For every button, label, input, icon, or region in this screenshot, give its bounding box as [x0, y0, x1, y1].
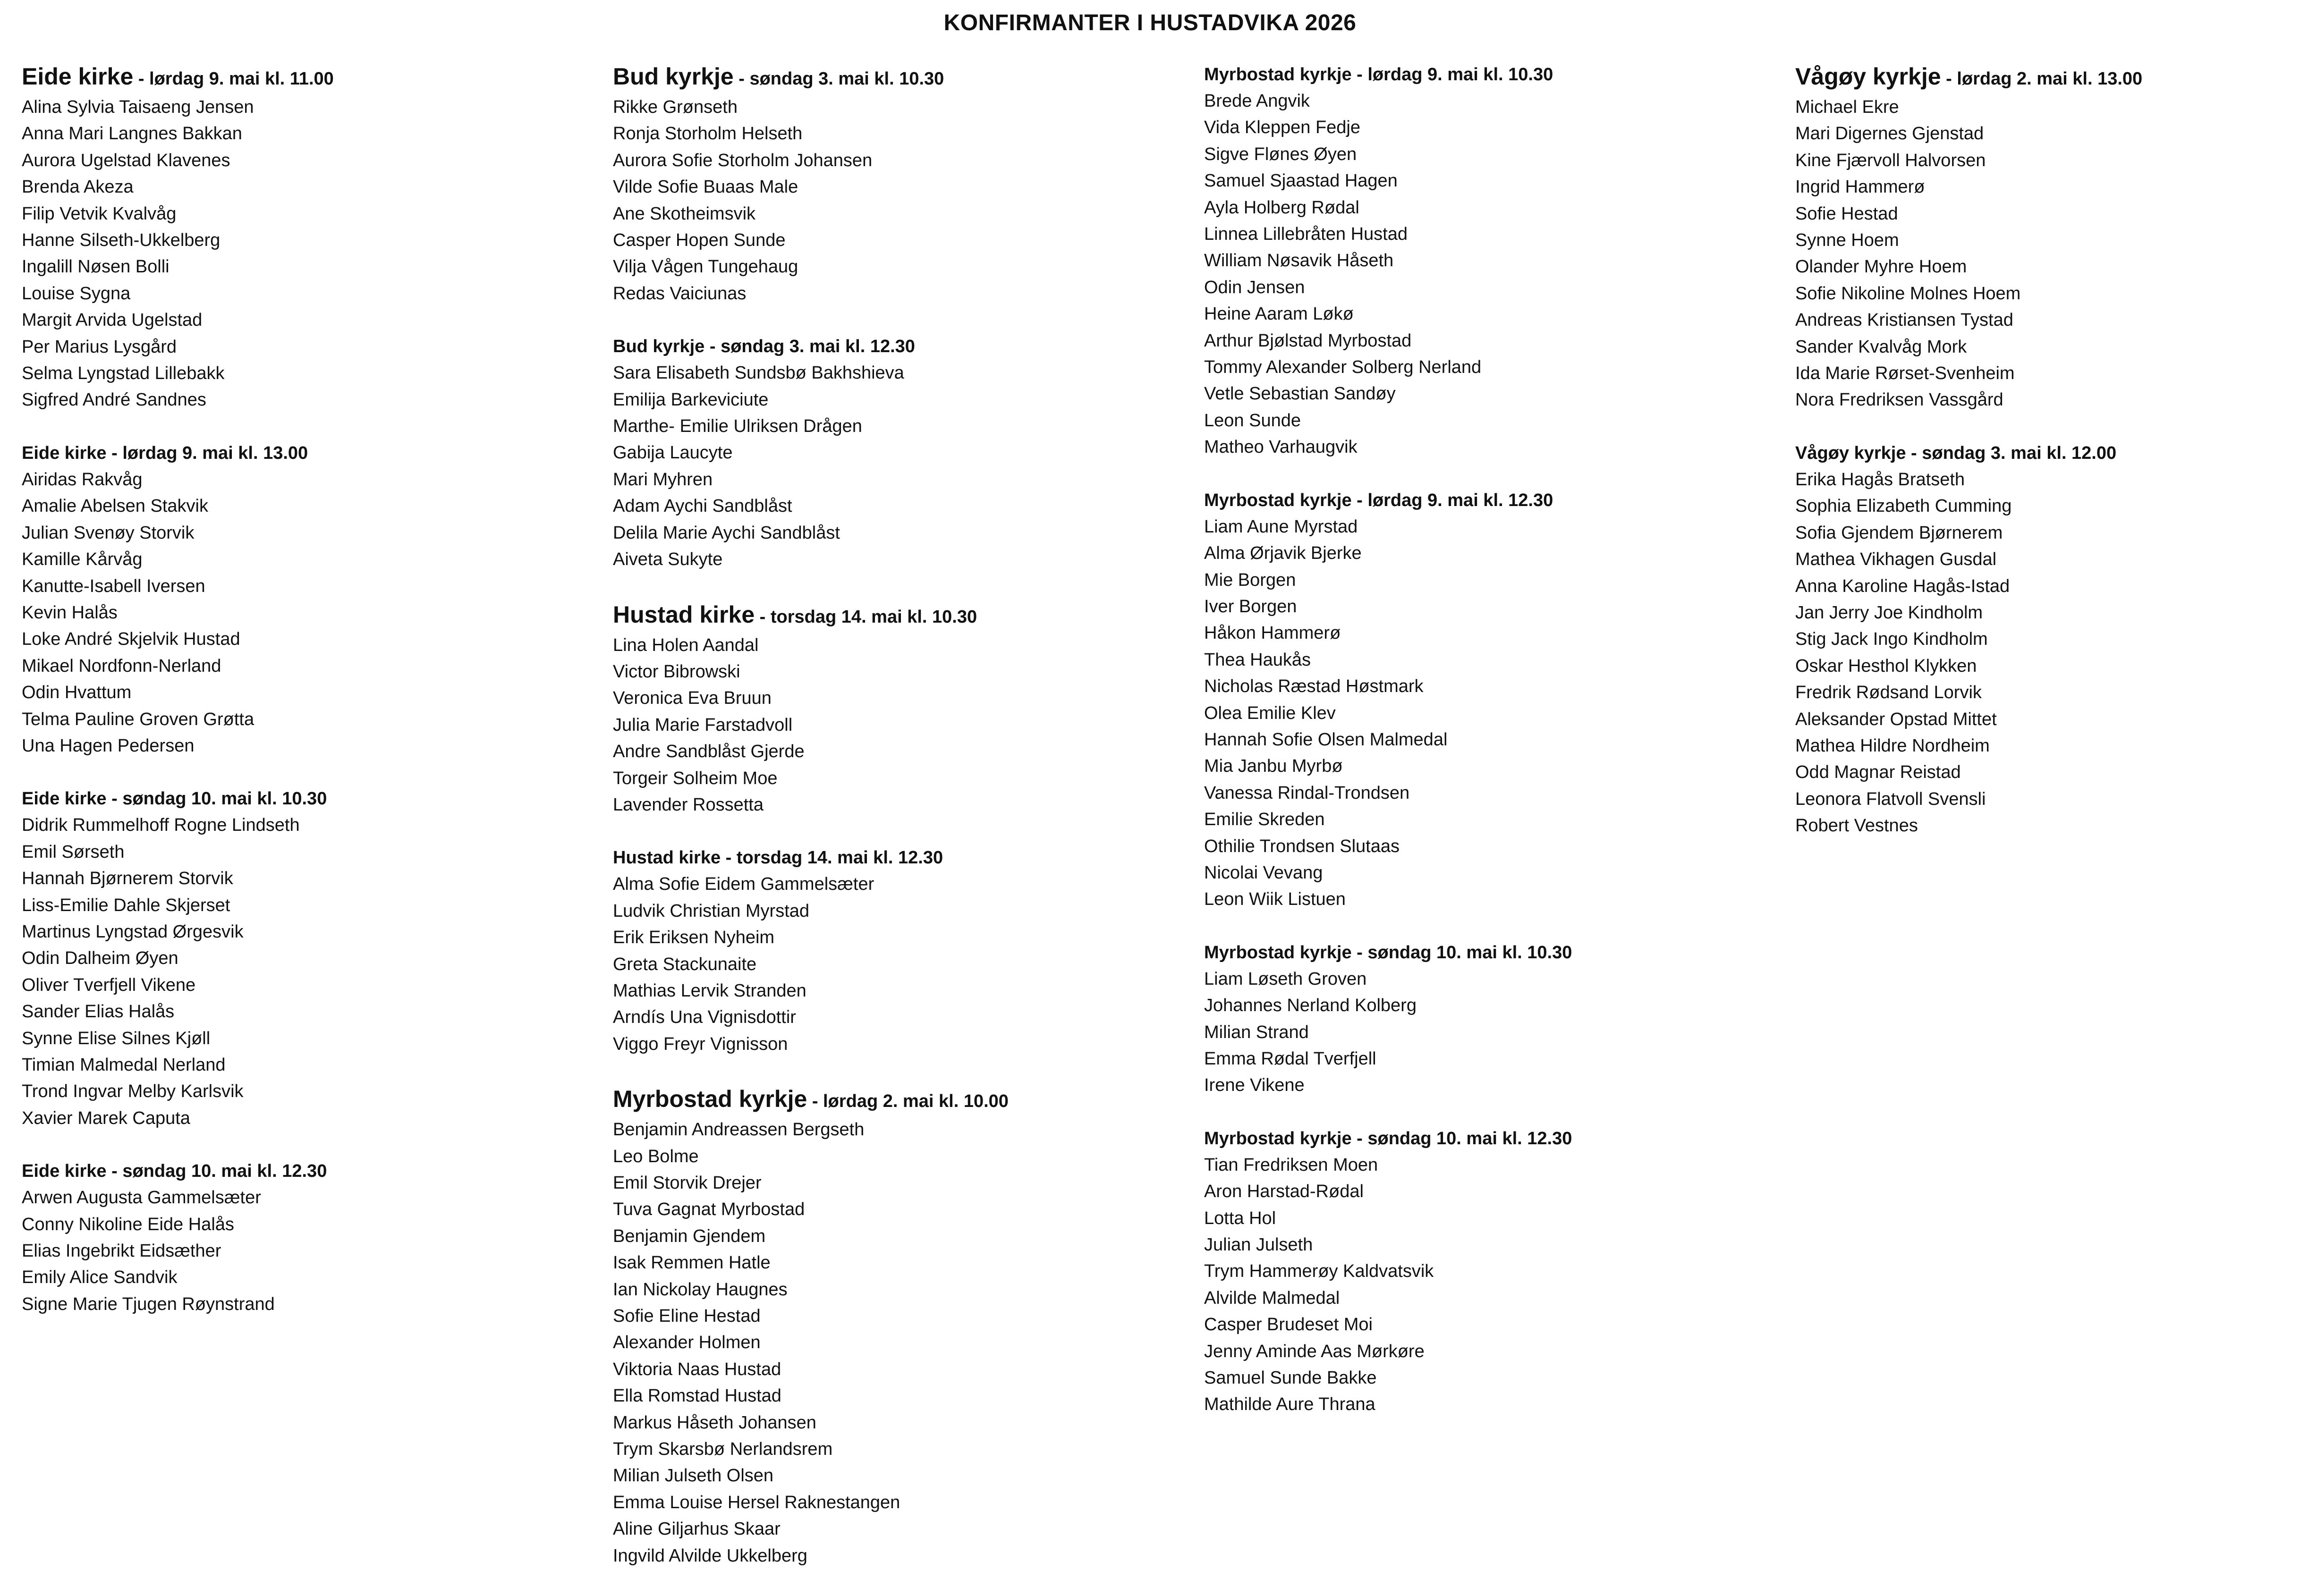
confirmand-name: Mie Borgen	[1204, 570, 1296, 590]
confirmand-name: Aurora Sofie Storholm Johansen	[613, 150, 873, 170]
confirmand-name: Sander Kvalvåg Mork	[1795, 337, 1967, 357]
confirmand-list	[22, 812, 598, 1132]
confirmand-name: Casper Brudeset Moi	[1204, 1315, 1373, 1335]
confirmand-name: Sofie Nikoline Molnes Hoem	[1795, 283, 2021, 304]
service-group	[1795, 61, 2300, 414]
confirmand-name: Amalie Abelsen Stakvik	[22, 496, 208, 516]
confirmand-name: Olander Myhre Hoem	[1795, 257, 1967, 277]
confirmand-name: Trym Skarsbø Nerlandsrem	[613, 1439, 833, 1460]
service-time: - lørdag 9. mai kl. 11.00	[133, 69, 334, 89]
service-heading	[22, 61, 598, 94]
confirmand-name: Kamille Kårvåg	[22, 549, 143, 570]
confirmand-name: Stig Jack Ingo Kindholm	[1795, 629, 1988, 650]
service-time: - søndag 10. mai kl. 12.30	[106, 1161, 327, 1182]
service-group	[22, 1158, 598, 1317]
confirmand-name: Gabija Laucyte	[613, 443, 733, 463]
confirmand-name: Fredrik Rødsand Lorvik	[1795, 683, 1982, 703]
confirmand-name: Iver Borgen	[1204, 596, 1297, 616]
service-group	[1795, 440, 2300, 839]
confirmand-name: Airidas Rakvåg	[22, 469, 143, 490]
service-time: - søndag 3. mai kl. 12.00	[1906, 443, 2117, 463]
confirmand-list	[613, 632, 1189, 819]
service-time: - lørdag 9. mai kl. 13.00	[106, 443, 308, 463]
service-heading	[1204, 1125, 1780, 1152]
confirmand-name: Aurora Ugelstad Klavenes	[22, 150, 230, 170]
church-name: Bud kyrkje	[613, 337, 705, 357]
service-time: - søndag 3. mai kl. 12.30	[704, 337, 915, 357]
confirmand-list	[1204, 514, 1780, 913]
confirmand-list	[22, 466, 598, 759]
confirmand-name: Emil Sørseth	[22, 842, 125, 862]
church-name: Eide kirke	[22, 63, 134, 90]
church-name: Vågøy kyrkje	[1795, 63, 1941, 90]
confirmand-name: Ida Marie Rørset-Svenheim	[1795, 363, 2015, 384]
confirmand-name: Ronja Storholm Helseth	[613, 124, 803, 144]
confirmand-name: Ayla Holberg Rødal	[1204, 197, 1359, 218]
confirmand-name: Alvilde Malmedal	[1204, 1288, 1340, 1308]
confirmand-name: Ian Nickolay Haugnes	[613, 1279, 788, 1300]
confirmand-name: Alexander Holmen	[613, 1333, 761, 1353]
confirmand-name: Erika Hagås Bratseth	[1795, 469, 1965, 490]
confirmand-name: Sigfred André Sandnes	[22, 390, 206, 410]
confirmand-name: Selma Lyngstad Lillebakk	[22, 363, 225, 384]
confirmand-name: Adam Aychi Sandblåst	[613, 496, 792, 516]
service-heading	[613, 844, 1189, 871]
confirmand-name: Oliver Tverfjell Vikene	[22, 975, 196, 995]
confirmand-name: Aline Giljarhus Skaar	[613, 1519, 781, 1539]
confirmand-name: Samuel Sjaastad Hagen	[1204, 171, 1398, 191]
confirmand-name: Redas Vaiciunas	[613, 283, 747, 304]
confirmand-name: Anna Karoline Hagås-Istad	[1795, 576, 2010, 596]
confirmand-name: Erik Eriksen Nyheim	[613, 928, 775, 948]
confirmand-list	[613, 871, 1189, 1057]
confirmand-name: Andreas Kristiansen Tystad	[1795, 310, 2013, 330]
service-heading	[22, 785, 598, 812]
service-time: - lørdag 2. mai kl. 10.00	[807, 1091, 1009, 1112]
confirmand-name: Sara Elisabeth Sundsbø Bakhshieva	[613, 363, 904, 383]
confirmand-name: Greta Stackunaite	[613, 954, 757, 974]
service-group	[613, 333, 1189, 573]
confirmand-name: Arthur Bjølstad Myrbostad	[1204, 330, 1412, 351]
confirmand-name: Veronica Eva Bruun	[613, 688, 772, 709]
confirmand-name: Julian Julseth	[1204, 1235, 1313, 1255]
confirmand-name: Una Hagen Pedersen	[22, 735, 195, 756]
confirmand-name: Jenny Aminde Aas Mørkøre	[1204, 1341, 1425, 1361]
confirmand-name: Kevin Halås	[22, 602, 118, 623]
confirmand-name: Ingrid Hammerø	[1795, 177, 1925, 197]
confirmand-name: Timian Malmedal Nerland	[22, 1055, 226, 1075]
church-name: Eide kirke	[22, 1161, 107, 1182]
church-name: Myrbostad kyrkje	[1204, 942, 1352, 963]
confirmand-name: Leon Wiik Listuen	[1204, 889, 1346, 910]
confirmand-list	[1795, 94, 2300, 414]
confirmand-name: Margit Arvida Ugelstad	[22, 310, 203, 330]
church-name: Myrbostad kyrkje	[1204, 1128, 1352, 1148]
confirmand-name: Odin Dalheim Øyen	[22, 948, 178, 969]
confirmand-name: Alina Sylvia Taisaeng Jensen	[22, 97, 254, 117]
service-time: - lørdag 2. mai kl. 13.00	[1941, 69, 2143, 89]
confirmand-name: Marthe- Emilie Ulriksen Drågen	[613, 416, 862, 437]
confirmand-name: Conny Nikoline Eide Halås	[22, 1214, 234, 1234]
confirmand-name: Sander Elias Halås	[22, 1002, 175, 1022]
service-time: - søndag 3. mai kl. 10.30	[733, 69, 944, 89]
church-name: Myrbostad kyrkje	[1204, 490, 1352, 510]
column-3	[1204, 61, 1780, 1444]
service-group	[613, 1084, 1189, 1569]
confirmand-name: Sofia Gjendem Bjørnerem	[1795, 523, 2003, 543]
confirmand-name: Sigve Flønes Øyen	[1204, 144, 1357, 164]
confirmand-name: Sophia Elizabeth Cumming	[1795, 496, 2012, 516]
confirmand-name: Per Marius Lysgård	[22, 337, 177, 357]
church-name: Vågøy kyrkje	[1795, 443, 1906, 463]
confirmand-name: Vanessa Rindal-Trondsen	[1204, 783, 1410, 803]
service-group	[22, 785, 598, 1132]
service-heading	[613, 61, 1189, 94]
service-heading	[613, 333, 1189, 360]
service-group	[613, 844, 1189, 1057]
service-group	[1204, 1125, 1780, 1418]
confirmand-name: Tuva Gagnat Myrbostad	[613, 1199, 805, 1220]
confirmand-name: Tian Fredriksen Moen	[1204, 1155, 1378, 1175]
confirmand-name: Mari Myhren	[613, 469, 713, 490]
confirmand-name: Xavier Marek Caputa	[22, 1108, 190, 1128]
church-name: Hustad kirke	[613, 601, 755, 628]
confirmand-name: Vilja Vågen Tungehaug	[613, 257, 798, 277]
confirmand-list	[1795, 466, 2300, 839]
confirmand-name: Mia Janbu Myrbø	[1204, 756, 1343, 777]
confirmand-name: Lavender Rossetta	[613, 794, 764, 815]
confirmand-name: Vetle Sebastian Sandøy	[1204, 384, 1396, 404]
confirmand-list	[1204, 88, 1780, 461]
confirmand-list	[1204, 1152, 1780, 1418]
confirmand-name: Sofie Hestad	[1795, 203, 1898, 224]
church-name: Bud kyrkje	[613, 63, 734, 90]
confirmand-name: Sofie Eline Hestad	[613, 1306, 761, 1326]
confirmand-name: Casper Hopen Sunde	[613, 230, 786, 251]
service-time: - søndag 10. mai kl. 10.30	[106, 789, 327, 809]
confirmand-name: Mikael Nordfonn-Nerland	[22, 656, 221, 676]
confirmand-name: Milian Strand	[1204, 1022, 1309, 1042]
confirmand-name: Tommy Alexander Solberg Nerland	[1204, 357, 1482, 378]
confirmand-name: Michael Ekre	[1795, 97, 1899, 117]
service-heading	[22, 1158, 598, 1184]
service-group	[1204, 487, 1780, 913]
confirmand-name: Kine Fjærvoll Halvorsen	[1795, 150, 1986, 170]
service-group	[613, 600, 1189, 819]
column-1	[22, 61, 598, 1344]
confirmand-name: Vilde Sofie Buaas Male	[613, 177, 798, 197]
confirmand-name: Martinus Lyngstad Ørgesvik	[22, 921, 244, 942]
confirmand-name: Mathilde Aure Thrana	[1204, 1394, 1375, 1415]
confirmand-name: Matheo Varhaugvik	[1204, 437, 1358, 457]
confirmand-name: Alma Sofie Eidem Gammelsæter	[613, 874, 874, 895]
service-heading	[613, 600, 1189, 632]
confirmand-name: Leonora Flatvoll Svensli	[1795, 789, 1986, 809]
confirmand-name: Liam Aune Myrstad	[1204, 516, 1358, 537]
confirmand-name: Kanutte-Isabell Iversen	[22, 576, 205, 596]
confirmand-name: Hanne Silseth-Ukkelberg	[22, 230, 221, 251]
service-heading	[1204, 487, 1780, 514]
service-heading	[22, 440, 598, 466]
confirmand-name: Odin Hvattum	[22, 683, 132, 703]
confirmand-name: Ingalill Nøsen Bolli	[22, 257, 170, 277]
confirmand-name: Anna Mari Langnes Bakkan	[22, 124, 242, 144]
church-name: Eide kirke	[22, 443, 107, 463]
column-4	[1795, 61, 2300, 866]
service-group	[22, 440, 598, 759]
confirmand-name: Linnea Lillebråten Hustad	[1204, 224, 1408, 245]
service-time: - torsdag 14. mai kl. 10.30	[755, 607, 977, 627]
confirmand-list	[1204, 966, 1780, 1099]
confirmand-list	[22, 94, 598, 414]
confirmand-name: Synne Elise Silnes Kjøll	[22, 1028, 211, 1048]
confirmand-name: Arwen Augusta Gammelsæter	[22, 1188, 261, 1208]
confirmand-list	[613, 360, 1189, 573]
confirmand-name: Emma Louise Hersel Raknestangen	[613, 1492, 900, 1512]
confirmand-name: Emily Alice Sandvik	[22, 1267, 178, 1288]
confirmand-name: Olea Emilie Klev	[1204, 703, 1336, 723]
confirmand-name: Emil Storvik Drejer	[613, 1173, 762, 1193]
confirmand-name: Lina Holen Aandal	[613, 635, 759, 655]
confirmand-name: Emilija Barkeviciute	[613, 389, 769, 410]
confirmand-name: Leo Bolme	[613, 1146, 699, 1166]
service-time: - lørdag 9. mai kl. 10.30	[1351, 65, 1553, 84]
confirmand-name: Signe Marie Tjugen Røynstrand	[22, 1294, 275, 1314]
service-group	[22, 61, 598, 414]
confirmand-name: Andre Sandblåst Gjerde	[613, 742, 805, 762]
confirmand-name: Telma Pauline Groven Grøtta	[22, 709, 255, 729]
confirmand-name: Filip Vetvik Kvalvåg	[22, 203, 177, 224]
column-2	[613, 61, 1189, 1596]
confirmand-list	[22, 1184, 598, 1317]
service-heading	[1204, 61, 1780, 88]
church-name: Myrbostad kyrkje	[1204, 65, 1352, 84]
confirmand-name: Victor Bibrowski	[613, 661, 740, 682]
confirmand-name: Hannah Bjørnerem Storvik	[22, 869, 233, 889]
confirmand-name: Brenda Akeza	[22, 177, 134, 197]
service-time: - søndag 10. mai kl. 12.30	[1351, 1128, 1572, 1148]
confirmand-name: Johannes Nerland Kolberg	[1204, 996, 1417, 1016]
confirmand-name: Leon Sunde	[1204, 410, 1301, 431]
confirmand-name: Ella Romstad Hustad	[613, 1386, 781, 1406]
confirmand-name: Heine Aaram Løkø	[1204, 304, 1354, 324]
confirmand-name: Viggo Freyr Vignisson	[613, 1034, 788, 1054]
confirmand-name: Samuel Sunde Bakke	[1204, 1368, 1377, 1388]
confirmand-name: Mathias Lervik Stranden	[613, 980, 806, 1001]
confirmand-name: Aiveta Sukyte	[613, 549, 723, 570]
confirmand-name: Oskar Hesthol Klykken	[1795, 656, 1977, 676]
confirmand-name: Liss-Emilie Dahle Skjerset	[22, 895, 230, 915]
confirmand-name: Othilie Trondsen Slutaas	[1204, 836, 1400, 856]
service-heading	[613, 1084, 1189, 1116]
service-time: - torsdag 14. mai kl. 12.30	[721, 848, 943, 868]
confirmand-name: Milian Julseth Olsen	[613, 1466, 774, 1486]
service-heading	[1204, 939, 1780, 966]
confirmand-name: Mathea Hildre Nordheim	[1795, 735, 1990, 756]
confirmand-name: Aleksander Opstad Mittet	[1795, 709, 1997, 729]
confirmand-list	[613, 94, 1189, 307]
confirmand-name: Jan Jerry Joe Kindholm	[1795, 602, 1983, 623]
confirmand-name: Trond Ingvar Melby Karlsvik	[22, 1081, 244, 1102]
confirmand-name: Emilie Skreden	[1204, 810, 1325, 830]
confirmand-name: Håkon Hammerø	[1204, 623, 1341, 643]
service-heading	[1795, 440, 2300, 466]
confirmand-name: Didrik Rummelhoff Rogne Lindseth	[22, 815, 300, 836]
confirmand-name: Odd Magnar Reistad	[1795, 762, 1961, 783]
confirmand-name: William Nøsavik Håseth	[1204, 251, 1394, 271]
confirmand-name: Isak Remmen Hatle	[613, 1253, 771, 1273]
confirmand-name: Irene Vikene	[1204, 1075, 1305, 1096]
confirmand-name: Vida Kleppen Fedje	[1204, 118, 1360, 138]
confirmand-name: Aron Harstad-Rødal	[1204, 1182, 1364, 1202]
confirmand-name: Mari Digernes Gjenstad	[1795, 124, 1984, 144]
confirmand-name: Alma Ørjavik Bjerke	[1204, 543, 1362, 564]
confirmand-name: Benjamin Gjendem	[613, 1226, 766, 1246]
church-name: Eide kirke	[22, 789, 107, 809]
confirmand-name: Odin Jensen	[1204, 277, 1305, 297]
confirmand-name: Mathea Vikhagen Gusdal	[1795, 549, 1997, 570]
confirmand-list	[613, 1116, 1189, 1569]
confirmand-name: Trym Hammerøy Kaldvatsvik	[1204, 1261, 1434, 1282]
service-heading	[1795, 61, 2300, 94]
confirmand-name: Arndís Una Vignisdottir	[613, 1007, 796, 1028]
confirmand-name: Louise Sygna	[22, 283, 131, 304]
confirmand-name: Benjamin Andreassen Bergseth	[613, 1120, 865, 1140]
confirmand-name: Lotta Hol	[1204, 1208, 1276, 1228]
confirmand-name: Markus Håseth Johansen	[613, 1412, 816, 1433]
confirmand-name: Rikke Grønseth	[613, 97, 738, 117]
confirmand-name: Loke André Skjelvik Hustad	[22, 629, 240, 650]
confirmand-name: Elias Ingebrikt Eidsæther	[22, 1241, 221, 1261]
confirmand-name: Nicholas Ræstad Høstmark	[1204, 676, 1424, 697]
confirmand-name: Robert Vestnes	[1795, 816, 1918, 836]
confirmand-name: Viktoria Naas Hustad	[613, 1359, 781, 1379]
church-name: Myrbostad kyrkje	[613, 1086, 807, 1113]
page-title: KONFIRMANTER I HUSTADVIKA 2026	[943, 10, 1357, 35]
service-time: - søndag 10. mai kl. 10.30	[1351, 942, 1572, 963]
service-group	[1204, 939, 1780, 1099]
confirmand-name: Ludvik Christian Myrstad	[613, 901, 810, 921]
confirmand-name: Thea Haukås	[1204, 650, 1311, 670]
church-name: Hustad kirke	[613, 848, 721, 868]
service-group	[613, 61, 1189, 307]
confirmand-name: Ingvild Alvilde Ukkelberg	[613, 1545, 807, 1566]
confirmand-name: Julia Marie Farstadvoll	[613, 715, 793, 735]
confirmand-name: Synne Hoem	[1795, 230, 1899, 251]
confirmand-name: Brede Angvik	[1204, 91, 1310, 111]
confirmand-name: Torgeir Solheim Moe	[613, 768, 778, 788]
confirmand-name: Emma Rødal Tverfjell	[1204, 1049, 1376, 1069]
confirmand-name: Liam Løseth Groven	[1204, 969, 1367, 989]
confirmand-name: Nora Fredriksen Vassgård	[1795, 390, 2003, 410]
confirmand-name: Ane Skotheimsvik	[613, 203, 756, 224]
service-time: - lørdag 9. mai kl. 12.30	[1351, 490, 1553, 510]
confirmand-name: Julian Svenøy Storvik	[22, 523, 195, 543]
confirmand-name: Hannah Sofie Olsen Malmedal	[1204, 729, 1448, 750]
service-group	[1204, 61, 1780, 461]
confirmand-name: Nicolai Vevang	[1204, 862, 1323, 883]
confirmand-name: Delila Marie Aychi Sandblåst	[613, 523, 840, 543]
